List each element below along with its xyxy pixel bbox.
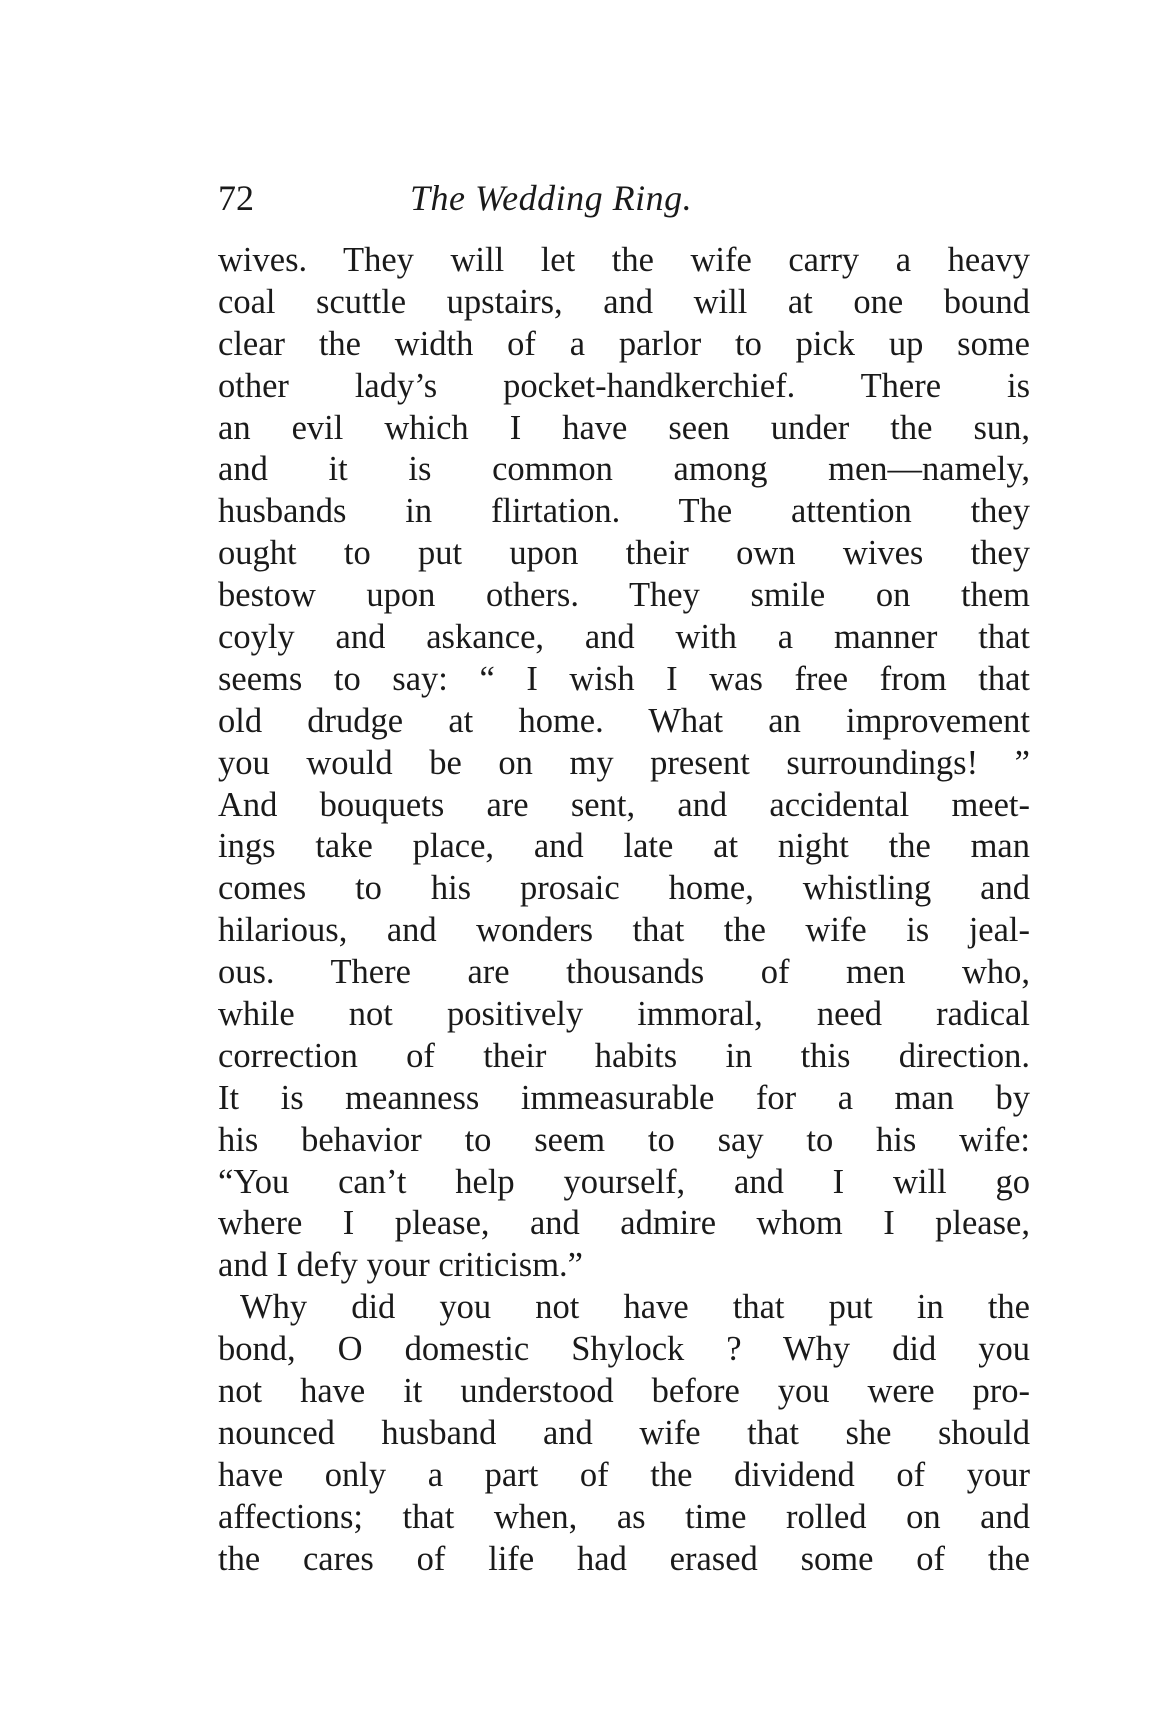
paragraph: [218, 1287, 1030, 1580]
text-line: Why did you not have that put in the: [240, 1288, 1030, 1327]
text-line: an evil which I have seen under the sun,: [218, 408, 1030, 447]
text-line: have only a part of the dividend of your: [218, 1455, 1030, 1494]
text-line: and it is common among men—namely,: [218, 450, 1030, 489]
text-line: old drudge at home. What an improvement: [218, 701, 1030, 740]
text-line: “You can’t help yourself, and I will go: [218, 1162, 1030, 1201]
text-line: not have it understood before you were pro-: [218, 1372, 1030, 1411]
text-line: ous. There are thousands of men who,: [218, 953, 1030, 992]
text-line: hilarious, and wonders that the wife is jeal-: [218, 911, 1030, 950]
text-line: husbands in flirtation. The attention they: [218, 492, 1030, 531]
text-line: while not positively immoral, need radical: [218, 995, 1030, 1034]
text-line: clear the width of a parlor to pick up some: [218, 324, 1030, 363]
running-title: The Wedding Ring.: [410, 178, 693, 218]
text-line: his behavior to seem to say to his wife:: [218, 1120, 1030, 1159]
text-line: bestow upon others. They smile on them: [218, 576, 1030, 615]
text-line: ought to put upon their own wives they: [218, 534, 1030, 573]
text-line: ings take place, and late at night the man: [218, 827, 1030, 866]
text-line: It is meanness immeasurable for a man by: [218, 1078, 1030, 1117]
body-text: [218, 240, 1030, 1581]
page-header: [218, 172, 1030, 224]
text-line: wives. They will let the wife carry a heavy: [218, 241, 1030, 279]
text-line: coal scuttle upstairs, and will at one bound: [218, 282, 1030, 321]
text-line: nounced husband and wife that she should: [218, 1413, 1030, 1452]
text-line: you would be on my present surroundings! ”: [218, 743, 1030, 782]
text-line: And bouquets are sent, and accidental meet-: [218, 785, 1030, 824]
paragraph: [218, 240, 1030, 1287]
text-line: comes to his prosaic home, whistling and: [218, 869, 1030, 908]
text-line: seems to say: “ I wish I was free from that: [218, 659, 1030, 698]
text-line: correction of their habits in this direction.: [218, 1036, 1030, 1075]
text-line: where I please, and admire whom I please,: [218, 1204, 1030, 1243]
text-line: the cares of life had erased some of the: [218, 1539, 1030, 1578]
text-line: and I defy your criticism.”: [218, 1246, 583, 1285]
page-number: 72: [218, 178, 254, 218]
text-line: bond, O domestic Shylock ? Why did you: [218, 1330, 1030, 1369]
text-line: other lady’s pocket-handkerchief. There is: [218, 366, 1030, 405]
text-line: coyly and askance, and with a manner that: [218, 618, 1030, 657]
text-line: affections; that when, as time rolled on and: [218, 1497, 1030, 1536]
